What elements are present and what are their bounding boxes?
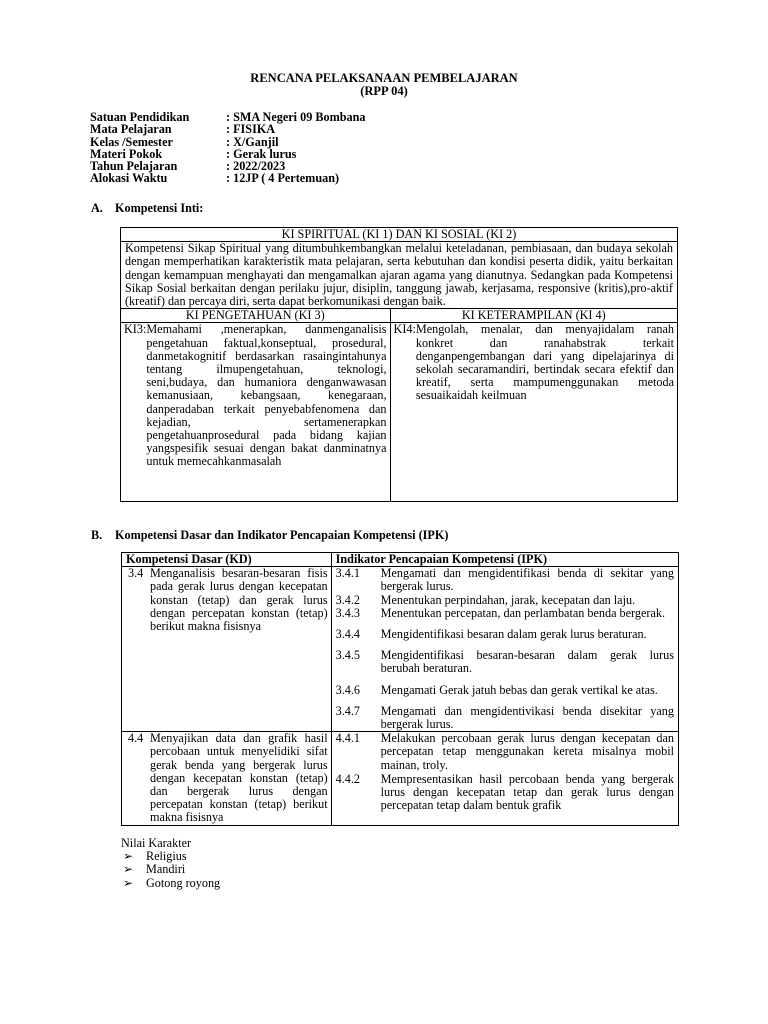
indicator-number: 3.4.5 — [335, 648, 361, 663]
nilai-karakter-title: Nilai Karakter — [121, 836, 192, 850]
ipk-cell — [331, 732, 678, 825]
identity-block — [90, 111, 365, 185]
kd-header: Kompetensi Dasar (KD) — [122, 553, 332, 567]
ki-spiritual-header: KI SPIRITUAL (KI 1) DAN KI SOSIAL (KI 2) — [121, 228, 678, 242]
indicator-text: Menentukan perpindahan, jarak, kecepatan dan laju. — [380, 592, 636, 607]
indicator-number: 3.4.1 — [335, 566, 361, 581]
indicator-text: Menentukan percepatan, dan perlambatan benda bergerak. — [380, 605, 665, 620]
list-item-text: Gotong royong — [146, 875, 221, 890]
kd-text: Menyajikan data dan grafik hasil percobaan untuk menyelidiki sifat gerak benda yang bergerak lurus dengan kecepatan konstan (tetap) dan bergerak lurus dengan percepatan konstan (tetap) berikut makna fisisnya — [150, 731, 328, 825]
indicator-item — [332, 705, 678, 731]
list-item-text: Religius — [146, 849, 187, 864]
info-value: : 2022/2023 — [226, 159, 286, 174]
info-label: Alokasi Waktu — [90, 171, 168, 186]
indicator-number: 3.4.2 — [335, 592, 361, 607]
ki-spiritual-text: Kompetensi Sikap Spiritual yang ditumbuhkembangkan melalui keteladanan, pembiasaan, dan budaya sekolah dengan memperhatikan karakteristik mata pelajaran, serta kebutuhan dan kondisi peserta didik, yaitu berkaitan dengan kemampuan menghayati dan mengamalkan ajaran agama yang dianutnya. Sedangkan pada Kompetensi Sikap Sosial berkaitan dengan perilaku jujur, disiplin, tanggung jawab, kerjasama, responsive (kritis),pro-aktif (kreatif) dan percaya diri, serta dapat berkomunikasi dengan baik. — [121, 242, 678, 309]
indicator-item — [332, 684, 678, 697]
indicator-item — [332, 732, 678, 772]
indicator-item — [332, 649, 678, 675]
arrowhead-bullet-icon: ➢ — [123, 849, 134, 864]
info-value: : Gerak lurus — [226, 146, 297, 161]
info-label: Kelas /Semester — [90, 134, 173, 149]
indicator-number: 4.4.2 — [335, 771, 361, 786]
indicator-text: Mengidentifikasi besaran dalam gerak lurus beraturan. — [380, 627, 647, 642]
ki3-header: KI PENGETAHUAN (KI 3) — [121, 309, 391, 323]
section-b-marker: B. — [91, 528, 103, 542]
kd-ipk-table — [121, 552, 679, 826]
ki3-prefix: KI3: — [124, 322, 147, 337]
indicator-text: Melakukan percobaan gerak lurus dengan kecepatan dan percepatan tetap menggunakan kereta misalnya mobil mainan, troly. — [380, 731, 674, 772]
info-label: Mata Pelajaran — [90, 122, 172, 137]
arrowhead-bullet-icon: ➢ — [123, 862, 134, 877]
list-item — [121, 877, 220, 890]
info-label: Materi Pokok — [90, 146, 163, 161]
ki3-text: Memahami ,menerapkan, danmenganalisis pengetahuan faktual,konseptual, prosedural, danmetakognitif berdasarkan rasaingintahunya tentang ilmupengetahuan, teknologi, seni,budaya, dan humaniora denganwawasan kemanusiaan, kebangsaan, kenegaraan, danperadaban terkait penyebabfenomena dan kejadian, sertamenerapkan pengetahuanprosedural pada bidang kajian yangspesifik sesuai dengan bakat danminatnya untuk memecahkanmasalah — [146, 322, 387, 469]
indicator-item — [332, 594, 678, 607]
indicator-text: Mengamati Gerak jatuh bebas dan gerak vertikal ke atas. — [380, 682, 658, 697]
ipk-header: Indikator Pencapaian Kompetensi (IPK) — [331, 553, 678, 567]
section-a-heading — [91, 202, 203, 215]
info-row — [90, 172, 365, 184]
indicator-text: Mengamati dan mengidentifikasi benda di sekitar yang bergerak lurus. — [380, 566, 674, 594]
ipk-cell — [331, 567, 678, 732]
kompetensi-inti-table — [120, 227, 678, 502]
info-value: : 12JP ( 4 Pertemuan) — [226, 171, 340, 186]
indicator-number: 4.4.1 — [335, 731, 361, 746]
kd-number: 4.4 — [128, 731, 144, 746]
list-item — [121, 863, 220, 876]
list-item-text: Mandiri — [146, 862, 186, 877]
info-row — [90, 123, 365, 135]
indicator-text: Mengamati dan mengidentivikasi benda disekitar yang bergerak lurus. — [380, 703, 674, 732]
section-b-title: Kompetensi Dasar dan Indikator Pencapaian Kompetensi (IPK) — [115, 528, 449, 542]
section-a-title: Kompetensi Inti: — [115, 201, 204, 215]
indicator-number: 3.4.7 — [335, 703, 361, 718]
indicator-item — [332, 773, 678, 813]
section-a-marker: A. — [91, 201, 103, 215]
kd-cell — [122, 732, 332, 825]
ki4-text: Mengolah, menalar, dan menyajidalam ranah konkret dan ranahabstrak terkait denganpengembangan dari yang dipelajarinya di sekolah secaramandiri, bertindak secara efektif dan kreatif, serta mampumenggunakan metoda sesuaikaidah keilmuan — [415, 322, 674, 403]
section-b-heading — [91, 529, 448, 542]
info-value: : SMA Negeri 09 Bombana — [226, 110, 366, 124]
arrowhead-bullet-icon: ➢ — [123, 875, 134, 890]
indicator-number: 3.4.3 — [335, 605, 361, 620]
indicator-text: Mengidentifikasi besaran-besaran dalam gerak lurus berubah beraturan. — [380, 648, 674, 676]
document-subtitle: (RPP 04) — [360, 84, 408, 98]
info-label: Tahun Pelajaran — [90, 159, 178, 174]
indicator-number: 3.4.4 — [335, 627, 361, 642]
indicator-number: 3.4.6 — [335, 682, 361, 697]
kd-text: Menganalisis besaran-besaran fisis pada gerak lurus dengan kecepatan konstan (tetap) dan gerak lurus dengan percepatan konstan (tetap) berikut makna fisisnya — [150, 566, 328, 634]
ki3-cell — [121, 323, 391, 502]
ki4-cell — [390, 323, 677, 502]
kd-cell — [122, 567, 332, 732]
indicator-text: Mempresentasikan hasil percobaan benda yang bergerak lurus dengan kecepatan tetap dan gerak lurus dengan percepatan tetap dalam bentuk grafik — [380, 771, 674, 813]
indicator-item — [332, 567, 678, 593]
ki4-header: KI KETERAMPILAN (KI 4) — [390, 309, 677, 323]
document-title: RENCANA PELAKSANAAN PEMBELAJARAN — [250, 71, 518, 85]
indicator-item — [332, 607, 678, 620]
info-value: : X/Ganjil — [226, 134, 279, 149]
kd-number: 3.4 — [128, 566, 144, 581]
info-label: Satuan Pendidikan — [90, 110, 190, 124]
indicator-item — [332, 628, 678, 641]
nilai-karakter — [121, 837, 220, 890]
info-value: : FISIKA — [226, 122, 276, 137]
ki4-prefix: KI4: — [393, 322, 416, 337]
